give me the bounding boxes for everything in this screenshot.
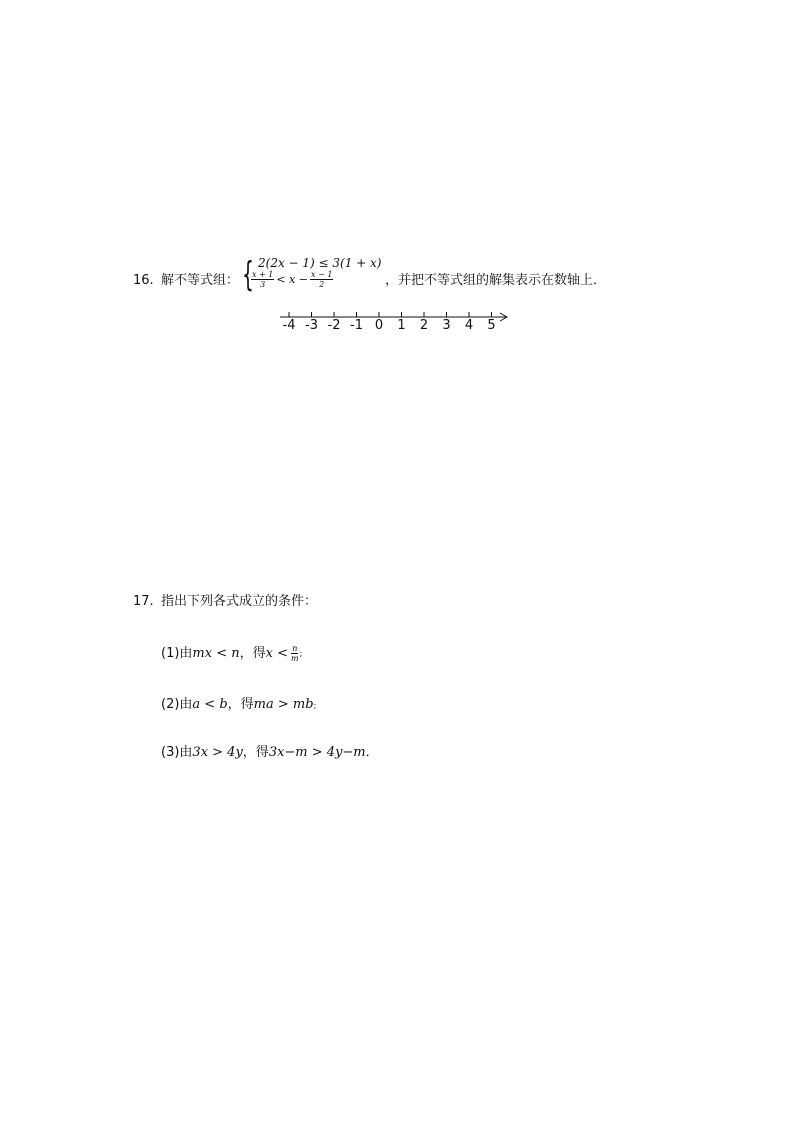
inequality-middle: < x − xyxy=(276,273,309,286)
tick-labels xyxy=(278,318,513,336)
q16-number: 16. xyxy=(133,273,154,288)
fraction-n-over-m: $\frac{n}{m}$ xyxy=(291,644,299,663)
tick-label: -3 xyxy=(305,318,318,333)
tick-label: -4 xyxy=(282,318,296,333)
inequality-system xyxy=(242,255,387,295)
left-brace: { xyxy=(242,255,254,295)
inequality-line2 xyxy=(251,270,333,289)
tick-label: -1 xyxy=(350,318,363,333)
tick-label: 4 xyxy=(464,318,474,333)
tick-label: 5 xyxy=(487,318,496,333)
q17-item-1: (1)由 mx < n ，得 x < $\frac{n}{m}$ ; xyxy=(161,644,303,663)
tick-label: 1 xyxy=(397,318,406,333)
q17-title: 指出下列各式成立的条件： xyxy=(161,594,318,609)
fraction-x-minus-1-over-2: $\frac{x - 1}{2}$ xyxy=(311,270,333,289)
q16-prefix: 解不等式组： xyxy=(161,273,240,288)
q16-suffix: ，并把不等式组的解集表示在数轴上． xyxy=(385,273,607,288)
q17-item-3: (3)由3x > 4y，得3x−m > 4y−m． xyxy=(161,745,379,760)
fraction-x-plus-1-over-3: $\frac{x + 1}{3}$ xyxy=(252,270,274,289)
q17-item-2: (2)由a < b，得ma > mb; xyxy=(161,697,317,712)
inequality-line1: 2(2x − 1) ≤ 3(1 + x) xyxy=(258,256,382,270)
q17-number: 17. xyxy=(133,594,154,609)
tick-label: -2 xyxy=(327,318,341,333)
tick-label: 2 xyxy=(419,318,429,333)
number-line xyxy=(278,308,513,338)
tick-label: 3 xyxy=(442,318,451,333)
tick-label: 0 xyxy=(374,318,384,333)
